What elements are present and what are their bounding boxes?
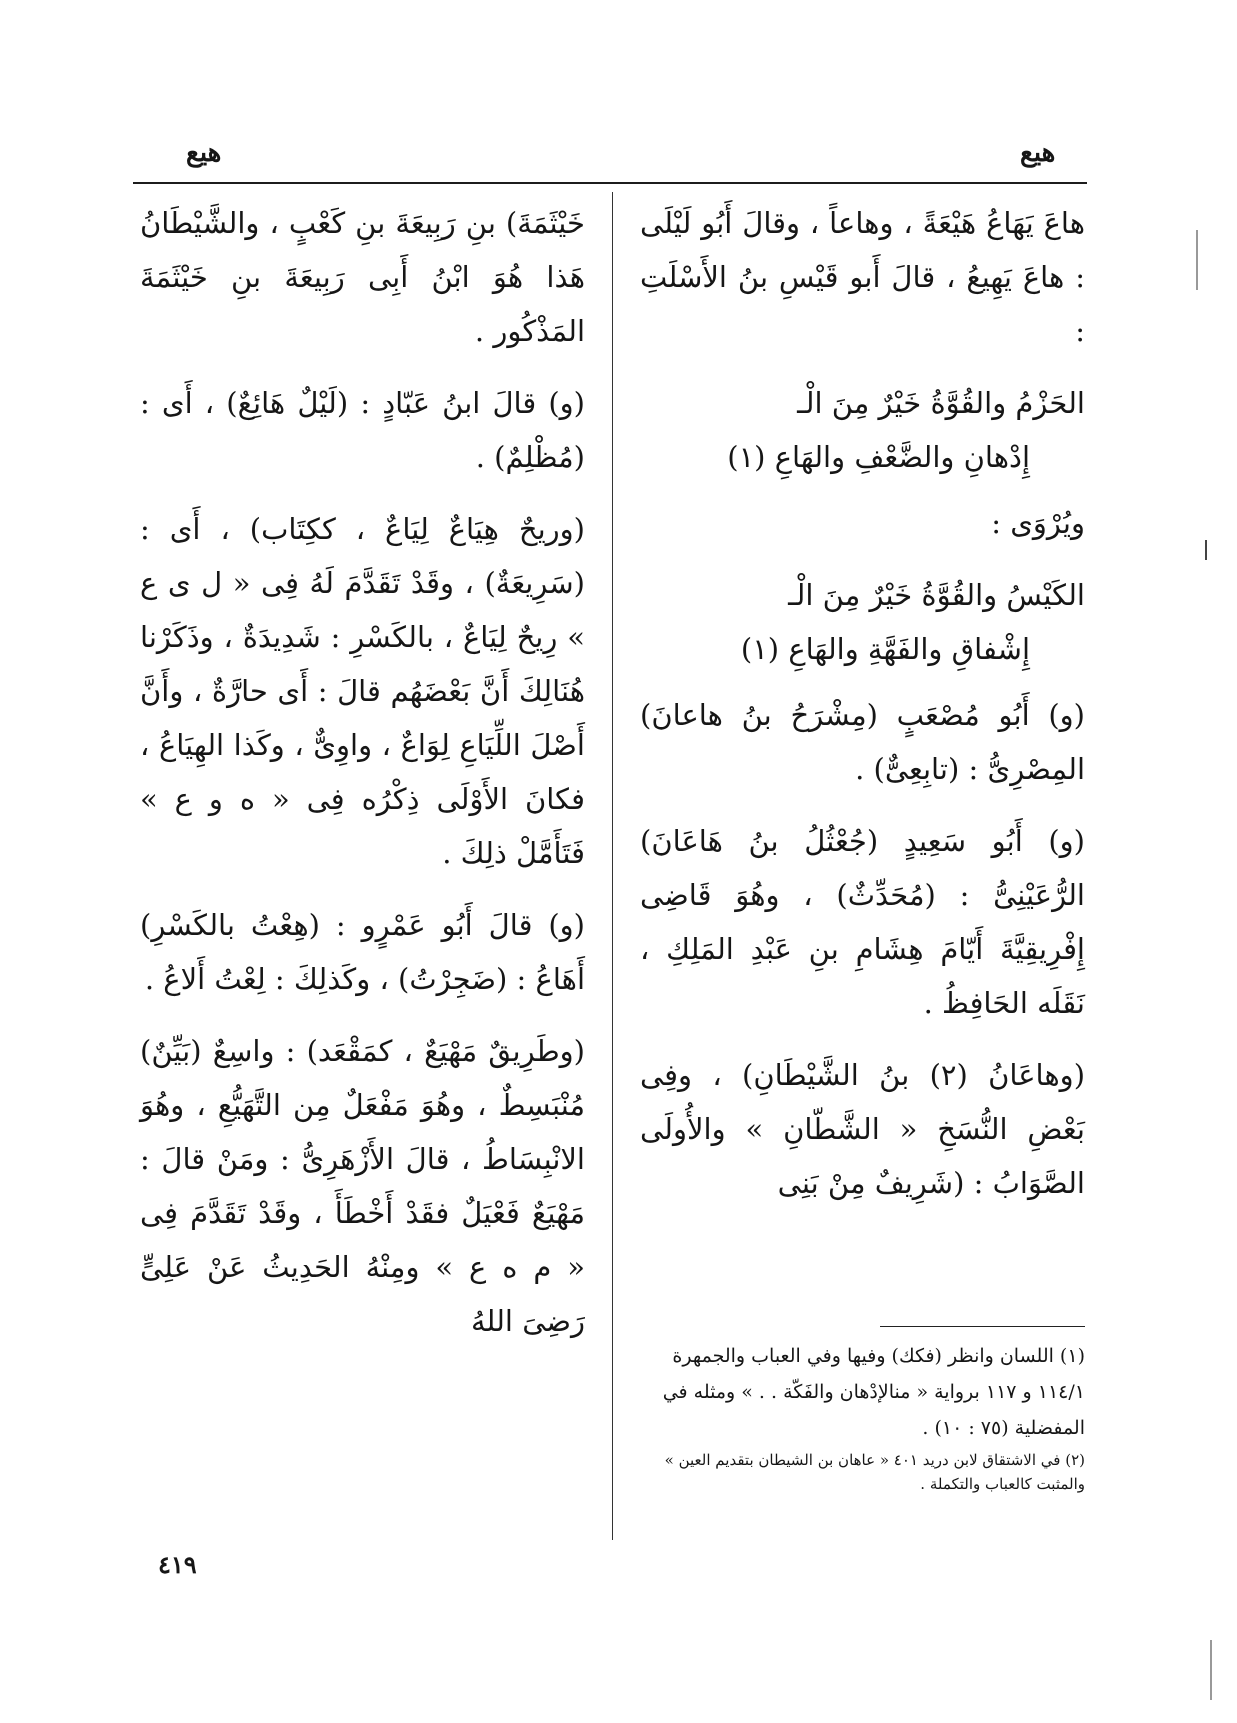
footnotes [640, 1338, 1085, 1498]
entry-paragraph: (و) أَبُو مُصْعَبٍ (مِشْرَحُ بنُ هاعانَ) المِصْرِىُّ : (تابِعِىٌّ) . [640, 698, 1085, 786]
verse-hemistich: إِشْفاقِ والفَهَّةِ والهَاعِ (١) [740, 632, 1030, 666]
poetry-verse [640, 568, 1085, 676]
left-column [140, 196, 585, 1366]
entry-paragraph: خَيْثَمَةَ) بنِ رَبِيعَةَ بنِ كَعْبٍ ، والشَّيْطَانُ هَذا هُوَ ابْنُ أَبِى رَبِيعَةَ بنِ خَيْثَمَةَ المَذْكُور . [140, 206, 585, 348]
right-column [640, 196, 1085, 1228]
header-rule [133, 182, 1087, 184]
verse-hemistich: إِدْهانِ والضَّعْفِ والهَاعِ (١) [727, 440, 1030, 474]
poetry-verse [640, 376, 1085, 484]
verse-hemistich: الكَيْسُ والقُوَّةُ خَيْرٌ مِنَ الْـ [788, 578, 1085, 612]
column-divider [612, 192, 613, 1540]
entry-paragraph: (و) قالَ أَبُو عَمْرٍو : (هِعْتُ بالكَسْرِ) أَهَاعُ : (ضَجِرْتُ) ، وكَذلِكَ : لِعْتُ أَلاعُ . [140, 908, 585, 996]
entry-paragraph: ويُرْوَى : [991, 506, 1085, 540]
entry-paragraph: (وريحٌ هِيَاعٌ لِيَاعٌ ، ككِتَاب) ، أَى : (سَرِيعَةٌ) ، وقَدْ تَقَدَّمَ لَهُ فِى « ل ى ع » رِيحٌ لِيَاعٌ ، بالكَسْرِ : شَدِيدَةٌ ، وذَكَرْنا هُنَالِكَ أَنَّ بَعْضَهُم قالَ : أَى حارَّةٌ ، وأَنَّ أَصْلَ اللِّيَاعِ لِوَاعٌ ، واوِىٌّ ، وكَذا الهِيَاعُ ، فكانَ الأَوْلَى ذِكْرُه فِى « ه و ع » فَتَأَمَّلْ ذلِكَ . [140, 512, 585, 870]
entry-paragraph: هاعَ يَهَاعُ هَيْعَةً ، وهاعاً ، وقالَ أَبُو لَيْلَى : هاعَ يَهِيعُ ، قالَ أَبو قَيْسِ بنُ الأَسْلَتِ : [640, 206, 1085, 348]
footnote: (٢) في الاشتقاق لابن دريد ٤٠١ « عاهان بن الشيطان بتقديم العين » والمثبت كالعباب والتكملة . [664, 1451, 1085, 1493]
footnote: (١) اللسان وانظر (فكك) وفيها وفي العباب والجمهرة ١١٤/١ و ١١٧ برواية « منالإدْهان والفَكّة . . » ومثله في المفضلية (٧٥ : ١٠) . [662, 1345, 1085, 1439]
verse-hemistich: الحَزْمُ والقُوَّةُ خَيْرٌ مِنَ الْـ [797, 386, 1085, 420]
running-header-left: هيع [186, 138, 222, 168]
entry-paragraph: (و) أَبُو سَعِيدٍ (جُعْثُلُ بنُ هَاعَانَ) الرُّعَيْنِىُّ : (مُحَدِّثٌ) ، وهُوَ قَاضِى إِفْرِيقِيَّةَ أَيّامَ هِشَامِ بنِ عَبْدِ المَلِكِ ، نَقَلَه الحَافِظُ . [640, 824, 1085, 1020]
scan-edge-mark [1196, 230, 1198, 290]
entry-paragraph: (وطَرِيقٌ مَهْيَعٌ ، كمَقْعَد) : واسِعٌ (بَيِّنٌ) مُنْبَسِطٌ ، وهُوَ مَفْعَلٌ مِن التَّهَيُّعِ ، وهُوَ الانْبِسَاطُ ، قالَ الأَزْهَرِىُّ : ومَنْ قالَ : مَهْيَعٌ فَعْيَلٌ فقَدْ أَخْطَأَ ، وقَدْ تَقَدَّمَ فِى « م ه ع » ومِنْهُ الحَدِيثُ عَنْ عَلِىٍّ رَضِىَ اللهُ [140, 1034, 585, 1338]
running-header-right: هيع [1020, 138, 1056, 168]
scan-edge-mark [1210, 1640, 1212, 1700]
scan-edge-mark [1205, 540, 1207, 560]
entry-paragraph: (وهاعَانُ (٢) بنُ الشَّيْطَانِ) ، وفِى بَعْضِ النُّسَخِ « الشَّطّانِ » والأُولَى الصَّوَابُ : (شَرِيفٌ مِنْ بَنِى [640, 1058, 1086, 1200]
footnote-rule [880, 1326, 1085, 1327]
page-number: ٤١٩ [158, 1550, 197, 1579]
entry-paragraph: (و) قالَ ابنُ عَبّادٍ : (لَيْلٌ هَائِعٌ) ، أَى : (مُظْلِمٌ) . [140, 386, 585, 474]
